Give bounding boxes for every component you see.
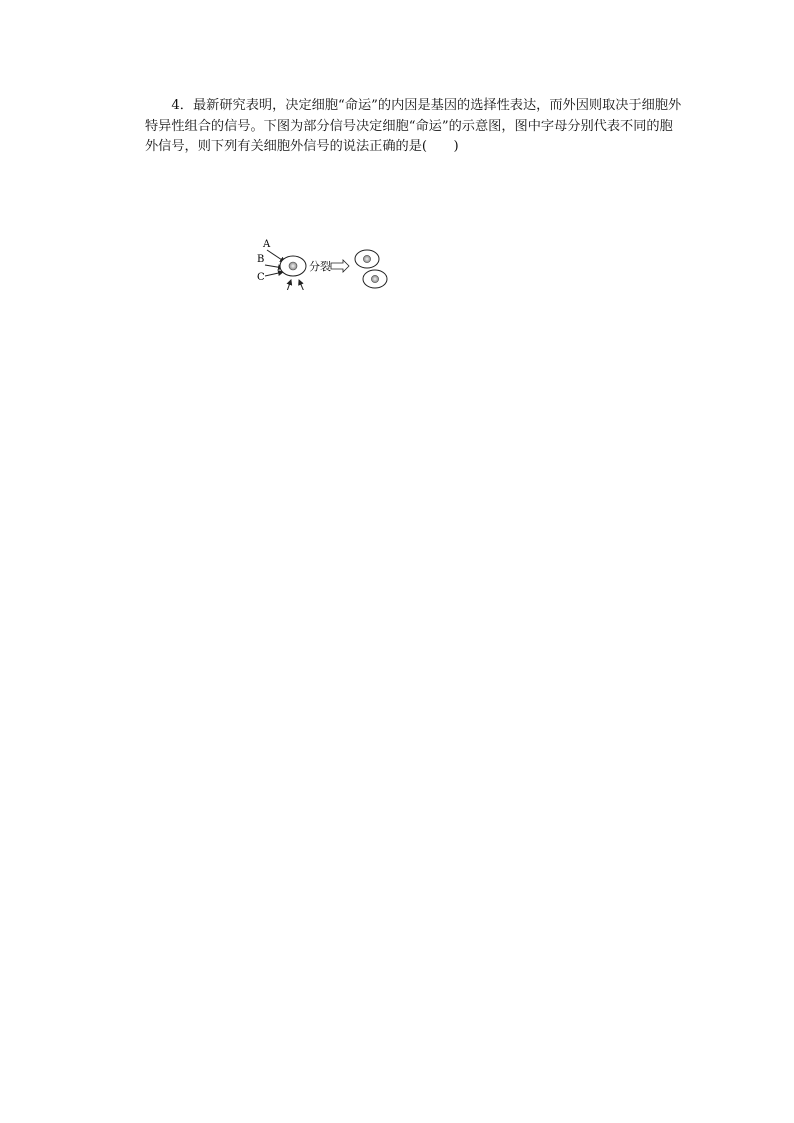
division-panel <box>257 239 387 290</box>
q4-stem: 4．最新研究表明，决定细胞“命运”的内因是基因的选择性表达，而外因则取决于细胞外特异性组合的信号。下图为部分信号决定细胞“命运”的示意图，图中字母分别代表不同的胞外信号，则下列有关细胞外信号的说法正确的是( ) <box>145 98 682 155</box>
signal-fate-diagram <box>145 162 685 290</box>
label-a1: A <box>263 238 271 250</box>
label-c1: C <box>257 271 265 283</box>
document-page <box>145 96 685 294</box>
label-b1: B <box>257 253 265 265</box>
label-divide: 分裂 <box>309 259 331 273</box>
q4-figure <box>145 162 685 290</box>
